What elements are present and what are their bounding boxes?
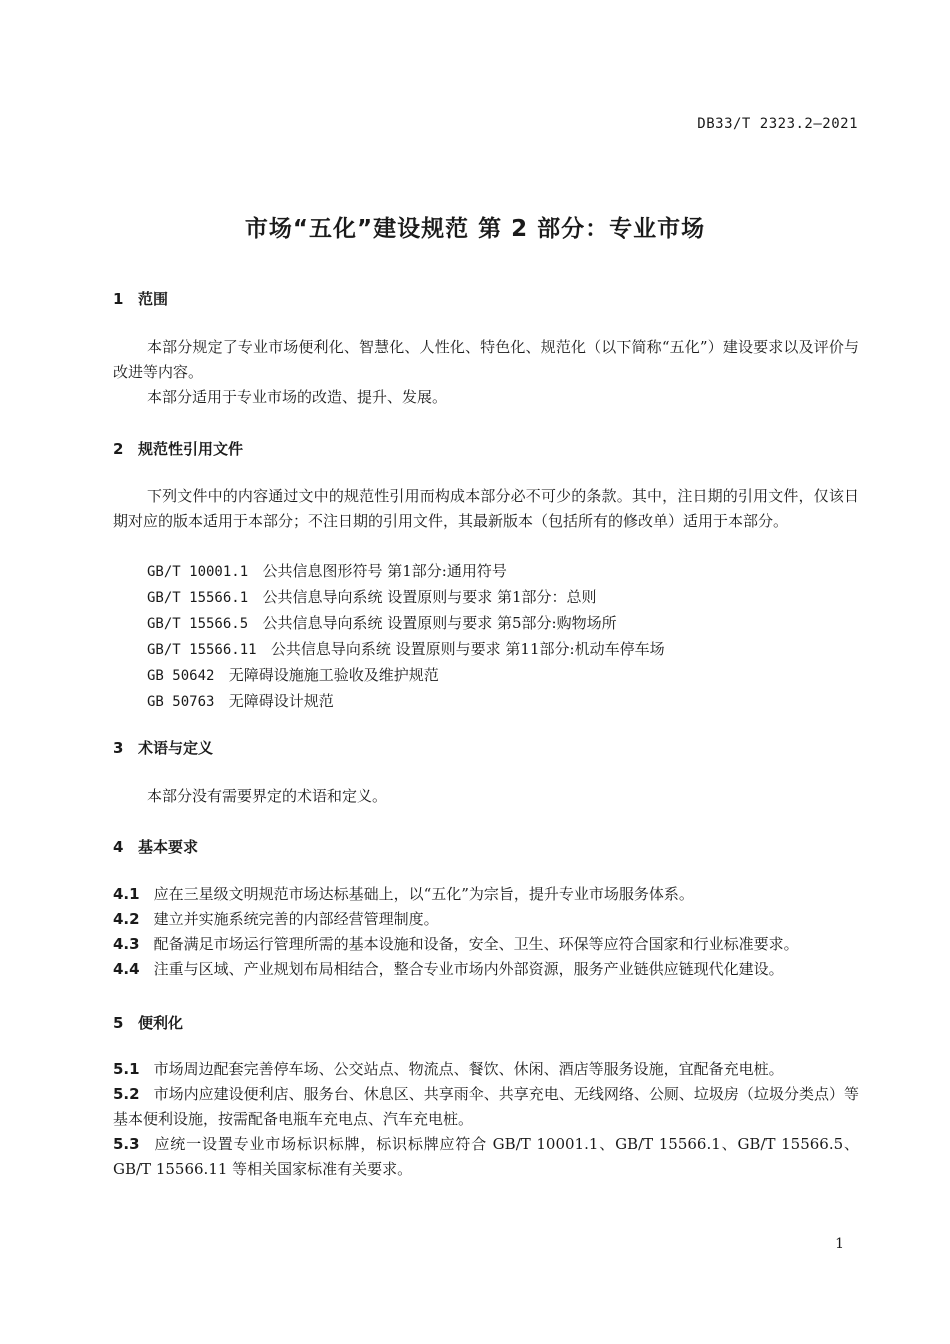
reference-title: 公共信息图形符号 第1部分:通用符号 (262, 562, 507, 580)
clause-item (113, 957, 859, 982)
section-5-clauses (113, 1057, 859, 1182)
reference-item (147, 689, 867, 715)
reference-code: GB/T 10001.1 (147, 564, 249, 580)
section-title: 范围 (138, 290, 169, 308)
section-1-paragraph-2: 本部分适用于专业市场的改造、提升、发展。 (147, 388, 448, 406)
reference-code: GB/T 15566.5 (147, 616, 249, 632)
clause-text: 建立并实施系统完善的内部经营管理制度。 (153, 910, 439, 928)
section-number: 2 (113, 440, 124, 458)
reference-code: GB 50642 (147, 668, 215, 684)
clause-number: 5.1 (113, 1060, 140, 1078)
clause-number: 4.4 (113, 960, 140, 978)
page-number: 1 (835, 1236, 844, 1252)
clause-number: 4.2 (113, 910, 140, 928)
section-title: 便利化 (138, 1014, 184, 1032)
reference-code: GB/T 15566.11 (147, 642, 257, 658)
reference-item (147, 637, 867, 663)
section-number: 5 (113, 1014, 124, 1032)
clause-item (113, 907, 859, 932)
clause-text: 应在三星级文明规范市场达标基础上，以“五化”为宗旨，提升专业市场服务体系。 (153, 885, 694, 903)
section-1-paragraph-1: 本部分规定了专业市场便利化、智慧化、人性化、特色化、规范化（以下简称“五化”）建设要求以及评价与改进等内容。 (113, 338, 859, 381)
document-title: 市场“五化”建设规范 第 2 部分：专业市场 (244, 216, 706, 242)
clause-item (113, 1057, 859, 1082)
section-title: 术语与定义 (138, 739, 214, 757)
section-3-heading (113, 737, 213, 758)
section-2-heading (113, 438, 243, 459)
section-4-heading (113, 836, 198, 857)
section-4-clauses (113, 882, 859, 982)
clause-text: 应统一设置专业市场标识标牌，标识标牌应符合 GB/T 10001.1、GB/T 15566.1、GB/T 15566.5、GB/T 15566.11 等相关国家标准有关要求。 (113, 1135, 859, 1178)
reference-title: 无障碍设施施工验收及维护规范 (228, 666, 439, 684)
clause-item (113, 882, 859, 907)
section-3-paragraph-1: 本部分没有需要界定的术语和定义。 (147, 787, 388, 805)
clause-number: 4.1 (113, 885, 140, 903)
reference-title: 公共信息导向系统 设置原则与要求 第1部分：总则 (262, 588, 597, 606)
document-code: DB33/T 2323.2—2021 (697, 116, 858, 132)
clause-item (113, 1082, 859, 1132)
section-number: 4 (113, 838, 124, 856)
section-title: 基本要求 (138, 838, 199, 856)
clause-text: 注重与区域、产业规划布局相结合，整合专业市场内外部资源，服务产业链供应链现代化建设。 (153, 960, 784, 978)
reference-list (147, 559, 867, 715)
section-1-heading (113, 288, 168, 309)
section-2-intro: 下列文件中的内容通过文中的规范性引用而构成本部分必不可少的条款。其中，注日期的引用文件，仅该日期对应的版本适用于本部分；不注日期的引用文件，其最新版本（包括所有的修改单）适用于本部分。 (113, 487, 859, 530)
reference-title: 公共信息导向系统 设置原则与要求 第5部分:购物场所 (262, 614, 617, 632)
section-number: 3 (113, 739, 124, 757)
section-number: 1 (113, 290, 124, 308)
clause-text: 配备满足市场运行管理所需的基本设施和设备，安全、卫生、环保等应符合国家和行业标准要求。 (153, 935, 799, 953)
clause-number: 4.3 (113, 935, 140, 953)
clause-number: 5.2 (113, 1085, 140, 1103)
reference-item (147, 585, 867, 611)
reference-item (147, 611, 867, 637)
clause-item (113, 932, 859, 957)
clause-item (113, 1132, 859, 1182)
reference-code: GB 50763 (147, 694, 215, 710)
clause-number: 5.3 (113, 1135, 140, 1153)
section-title: 规范性引用文件 (138, 440, 244, 458)
section-5-heading (113, 1012, 183, 1033)
reference-item (147, 559, 867, 585)
reference-title: 无障碍设计规范 (228, 692, 334, 710)
clause-text: 市场周边配套完善停车场、公交站点、物流点、餐饮、休闲、酒店等服务设施，宜配备充电桩。 (153, 1060, 784, 1078)
reference-item (147, 663, 867, 689)
reference-title: 公共信息导向系统 设置原则与要求 第11部分:机动车停车场 (270, 640, 665, 658)
clause-text: 市场内应建设便利店、服务台、休息区、共享雨伞、共享充电、无线网络、公厕、垃圾房（垃圾分类点）等基本便利设施，按需配备电瓶车充电点、汽车充电桩。 (113, 1085, 859, 1128)
reference-code: GB/T 15566.1 (147, 590, 249, 606)
